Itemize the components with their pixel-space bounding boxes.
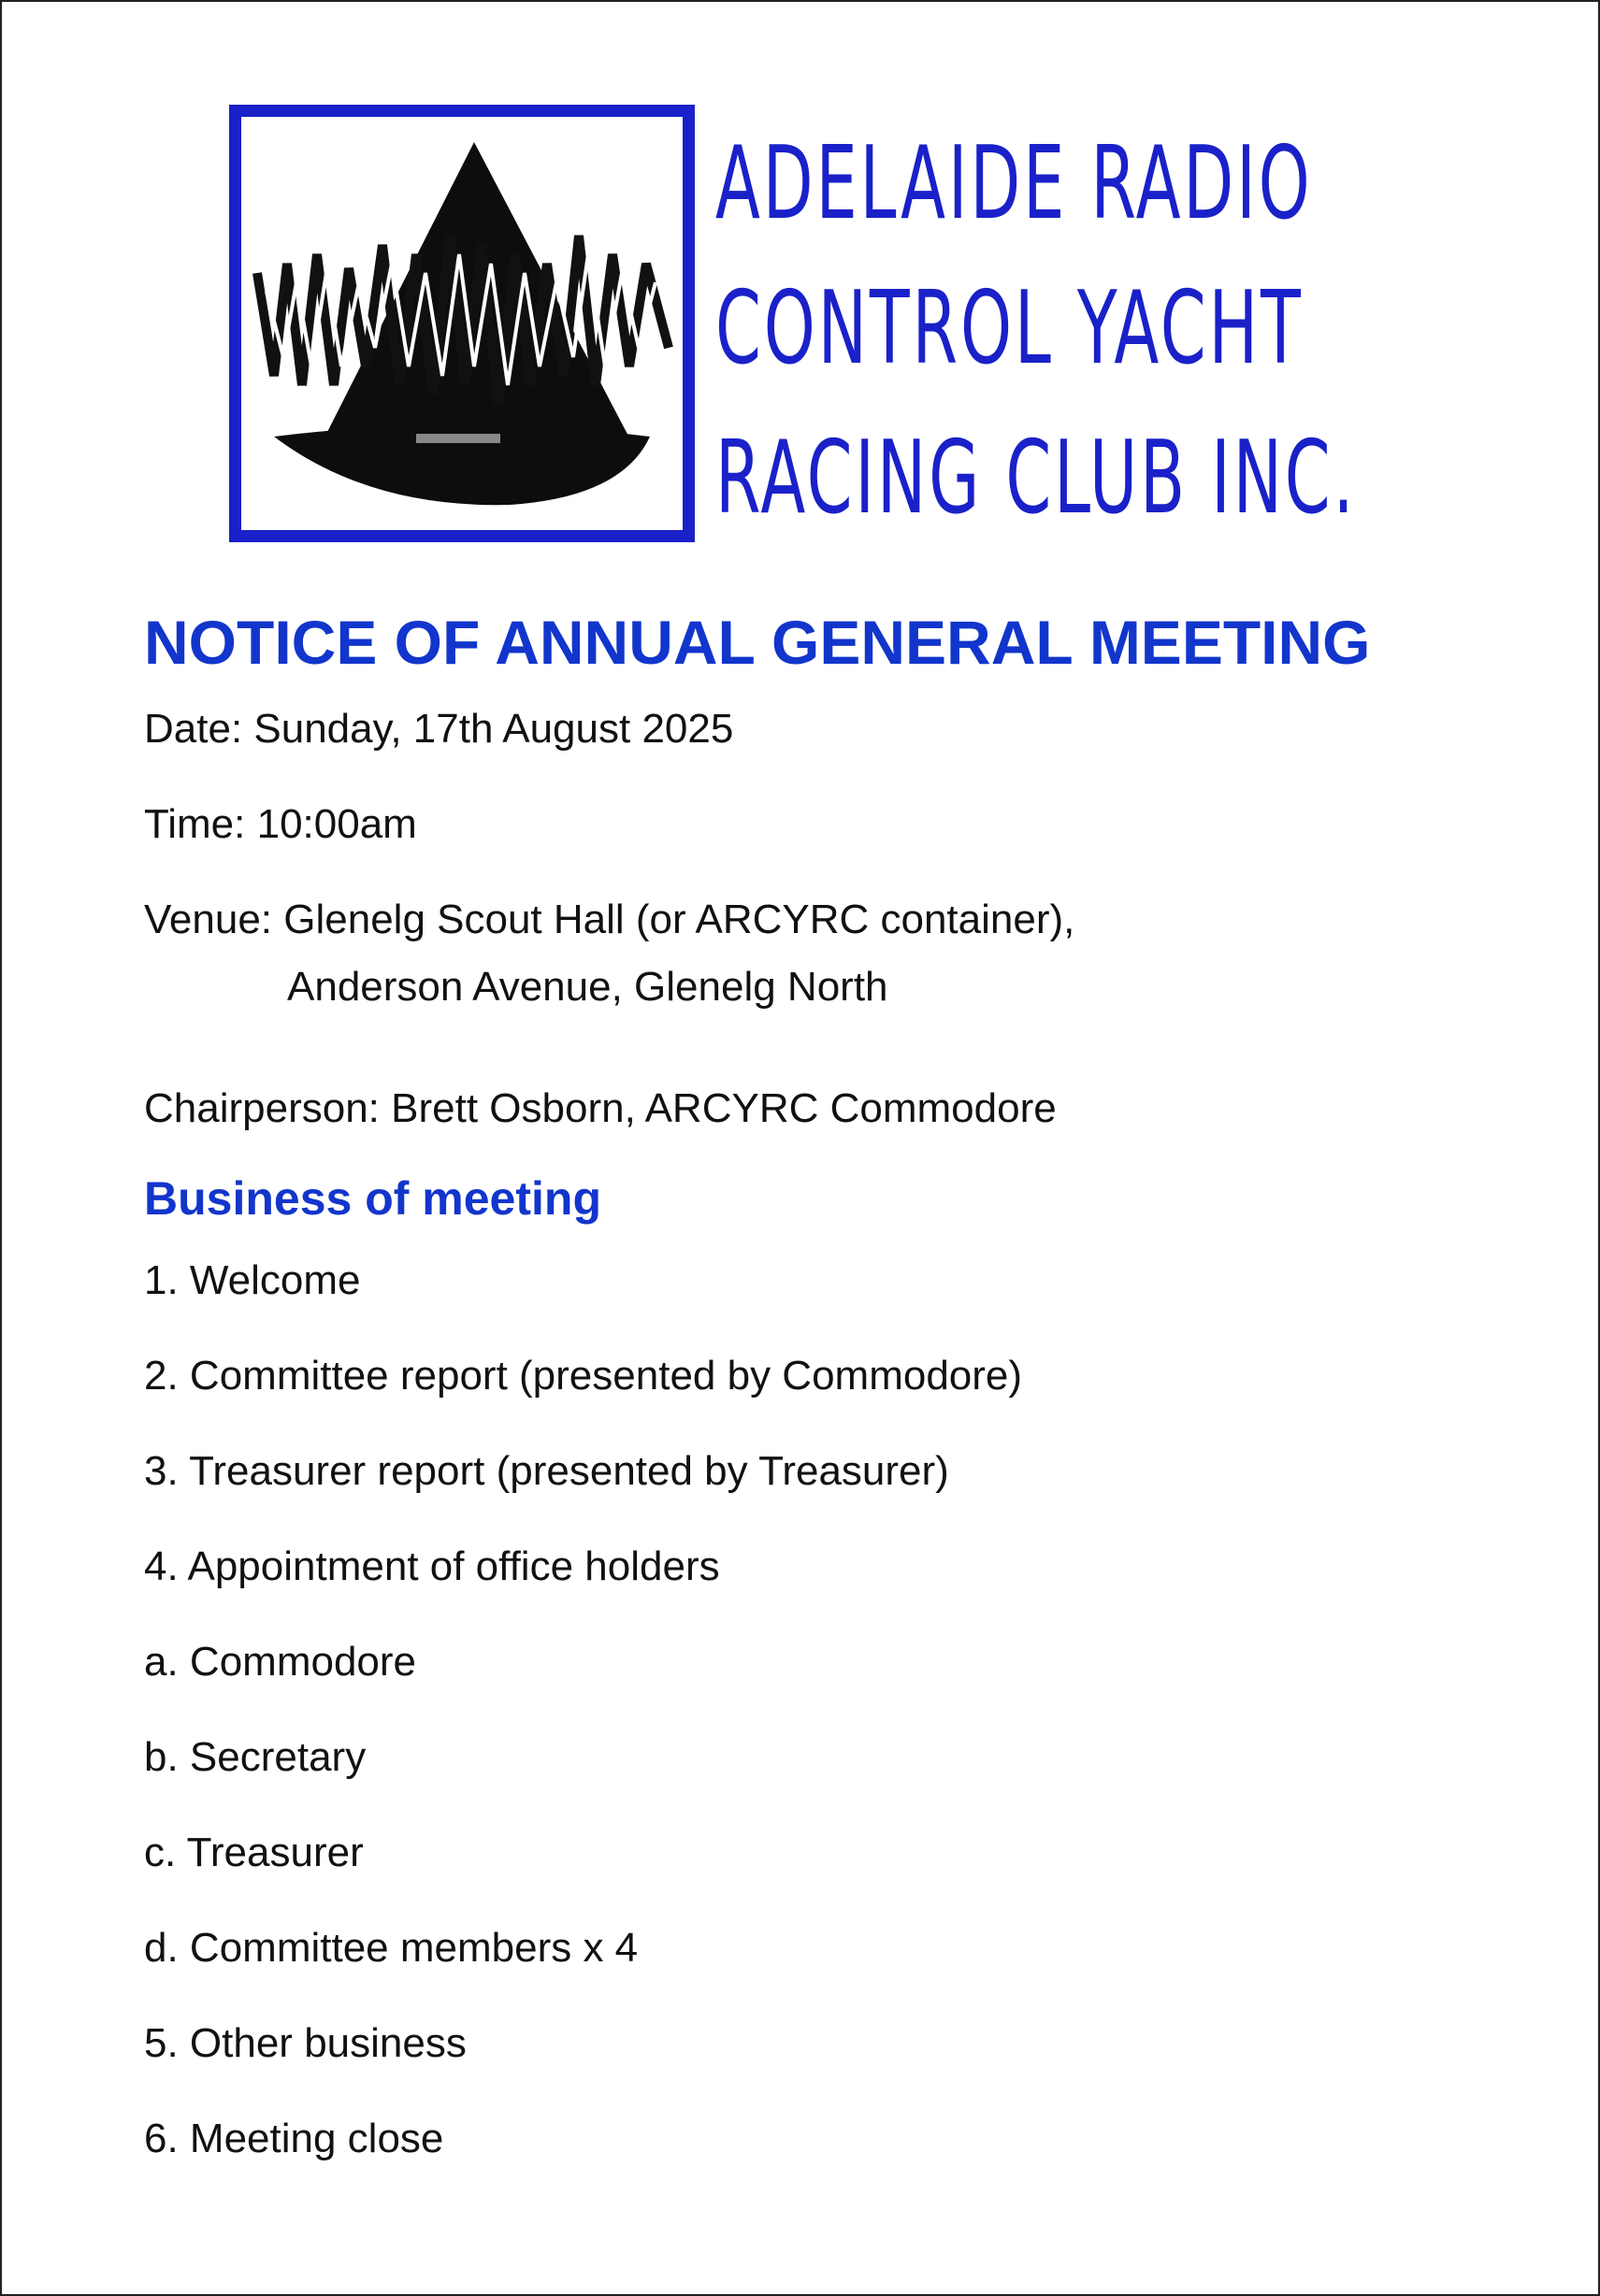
club-logo <box>229 105 1361 544</box>
agenda-subitem: b. Secretary <box>144 1734 367 1780</box>
agenda-item: 4. Appointment of office holders <box>144 1543 720 1589</box>
meeting-venue: Venue: Glenelg Scout Hall (or ARCYRC container), <box>144 897 1075 942</box>
page-title: NOTICE OF ANNUAL GENERAL MEETING <box>144 608 1371 677</box>
logo-text-line: CONTROL YACHT <box>715 270 1304 387</box>
logo-text-line: RACING CLUB INC. <box>715 420 1357 537</box>
club-logo-text <box>715 105 1361 544</box>
business-heading: Business of meeting <box>144 1172 601 1225</box>
meeting-date: Date: Sunday, 17th August 2025 <box>144 706 734 752</box>
agenda-item: 1. Welcome <box>144 1257 361 1303</box>
meeting-chairperson: Chairperson: Brett Osborn, ARCYRC Commodore <box>144 1085 1057 1131</box>
meeting-time: Time: 10:00am <box>144 801 417 847</box>
agenda-list <box>144 1253 1528 2167</box>
agenda-subitem: d. Committee members x 4 <box>144 1925 639 1971</box>
sailboat-logo-icon <box>229 105 695 542</box>
agenda-item: 2. Committee report (presented by Commodore) <box>144 1353 1023 1399</box>
agenda-subitem: c. Treasurer <box>144 1830 364 1875</box>
notice-content <box>144 600 1528 2206</box>
meeting-venue-address: Anderson Avenue, Glenelg North <box>287 964 888 1010</box>
agenda-item: 3. Treasurer report (presented by Treasurer) <box>144 1448 949 1494</box>
agenda-item: 5. Other business <box>144 2020 467 2066</box>
agenda-item: 6. Meeting close <box>144 2116 444 2161</box>
logo-text-line: ADELAIDE RADIO <box>715 125 1313 242</box>
agenda-subitem: a. Commodore <box>144 1639 417 1685</box>
